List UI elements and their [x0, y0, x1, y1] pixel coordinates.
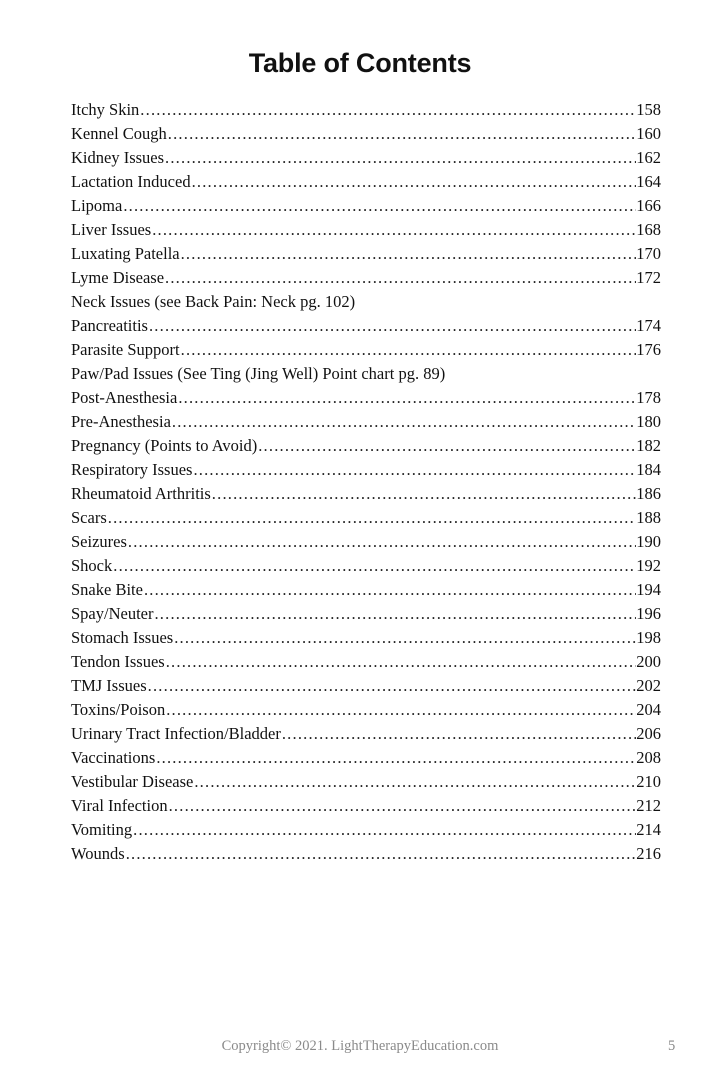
dot-leader: [257, 434, 636, 458]
toc-entry: [71, 794, 661, 818]
toc-entry-label: Seizures: [71, 532, 127, 551]
dot-leader: [193, 770, 636, 794]
toc-entry: [71, 98, 661, 122]
toc-entry-page: 214: [636, 820, 661, 839]
dot-leader: [164, 266, 636, 290]
dot-leader: [164, 146, 636, 170]
toc-entry: [71, 122, 661, 146]
toc-entry: [71, 578, 661, 602]
toc-entry-label: Lyme Disease: [71, 268, 165, 287]
dot-leader: [112, 554, 636, 578]
dot-leader: [155, 746, 636, 770]
toc-entry-page: 200: [636, 652, 661, 671]
dot-leader: [125, 842, 637, 866]
dot-leader: [107, 506, 637, 530]
toc-entry-label: Kidney Issues: [71, 148, 165, 167]
toc-entry-page: 204: [636, 700, 661, 719]
dot-leader: [139, 98, 636, 122]
toc-entry-label: Pregnancy (Points to Avoid): [71, 436, 258, 455]
toc-entry: [71, 530, 661, 554]
toc-entry: [71, 218, 661, 242]
toc-entry: [71, 290, 661, 314]
dot-leader: [171, 410, 636, 434]
dot-leader: [127, 530, 636, 554]
toc-entry-label: Pancreatitis: [71, 316, 148, 335]
toc-entry: [71, 674, 661, 698]
toc-entry: [71, 602, 661, 626]
toc-entry: [71, 170, 661, 194]
toc-entry-page: 188: [636, 508, 661, 527]
toc-entry: [71, 506, 661, 530]
toc-entry-label: Liver Issues: [71, 220, 152, 239]
dot-leader: [180, 338, 637, 362]
toc-entry-page: 190: [636, 532, 661, 551]
toc-entry-page: 186: [636, 484, 661, 503]
dot-leader: [143, 578, 636, 602]
toc-entry: [71, 650, 661, 674]
toc-entry-page: 198: [636, 628, 661, 647]
toc-entry-page: 176: [636, 340, 661, 359]
toc-entry-label: Snake Bite: [71, 580, 143, 599]
toc-entry: [71, 746, 661, 770]
toc-entry-page: 170: [636, 244, 661, 263]
dot-leader: [211, 482, 636, 506]
dot-leader: [281, 722, 636, 746]
toc-entry-label: Itchy Skin: [71, 100, 140, 119]
toc-entry-page: 180: [636, 412, 661, 431]
toc-entry-page: 172: [636, 268, 661, 287]
toc-entry: [71, 698, 661, 722]
toc-entry-label: Lactation Induced: [71, 172, 191, 191]
toc-entry-label: Wounds: [71, 844, 125, 863]
dot-leader: [173, 626, 636, 650]
toc-entry: [71, 410, 661, 434]
toc-entry-page: 208: [636, 748, 661, 767]
toc-entry-page: 164: [636, 172, 661, 191]
toc-entry-label: Spay/Neuter: [71, 604, 154, 623]
toc-entry-page: 202: [636, 676, 661, 695]
page-title: Table of Contents: [248, 48, 472, 78]
dot-leader: [177, 386, 636, 410]
toc-entry: [71, 554, 661, 578]
toc-entry-label: Vaccinations: [71, 748, 156, 767]
toc-entry-label: Scars: [71, 508, 107, 527]
toc-entry: [71, 386, 661, 410]
footer-copyright: Copyright© 2021. LightTherapyEducation.com: [221, 1038, 499, 1054]
toc-entry-label: Rheumatoid Arthritis: [71, 484, 211, 503]
toc-entry-label: Parasite Support: [71, 340, 180, 359]
toc-entry-page: 178: [636, 388, 661, 407]
toc-entry-label: Urinary Tract Infection/Bladder: [71, 724, 281, 743]
dot-leader: [165, 650, 637, 674]
dot-leader: [180, 242, 637, 266]
toc-entry: [71, 434, 661, 458]
dot-leader: [191, 170, 637, 194]
toc-entry: [71, 458, 661, 482]
toc-entry-label: Paw/Pad Issues (See Ting (Jing Well) Point chart pg. 89): [71, 364, 446, 383]
dot-leader: [148, 314, 636, 338]
toc-entry-page: 162: [636, 148, 661, 167]
toc-entry-page: 166: [636, 196, 661, 215]
dot-leader: [151, 218, 636, 242]
toc-entry: [71, 818, 661, 842]
dot-leader: [153, 602, 636, 626]
dot-leader: [147, 674, 637, 698]
toc-entry-page: 192: [636, 556, 661, 575]
toc-entry-label: Luxating Patella: [71, 244, 180, 263]
toc-entry-label: Neck Issues (see Back Pain: Neck pg. 102): [71, 292, 356, 311]
toc-entry-page: 196: [636, 604, 661, 623]
toc-entry-label: Vomiting: [71, 820, 133, 839]
toc-entry-label: TMJ Issues: [71, 676, 147, 695]
toc-entry-page: 206: [636, 724, 661, 743]
toc-entry-label: Pre-Anesthesia: [71, 412, 171, 431]
toc-entry: [71, 338, 661, 362]
toc-entry-label: Kennel Cough: [71, 124, 167, 143]
toc-entry: [71, 194, 661, 218]
toc-entry: [71, 266, 661, 290]
toc-entry-page: 216: [636, 844, 661, 863]
dot-leader: [122, 194, 636, 218]
toc-entry-page: 182: [636, 436, 661, 455]
toc-entry-page: 210: [636, 772, 661, 791]
dot-leader: [167, 122, 636, 146]
toc-entry: [71, 314, 661, 338]
toc-entry-page: 160: [636, 124, 661, 143]
dot-leader: [192, 458, 636, 482]
toc-entry-label: Vestibular Disease: [71, 772, 194, 791]
toc-entry: [71, 242, 661, 266]
toc-entry-page: 174: [636, 316, 661, 335]
toc-entry-label: Viral Infection: [71, 796, 168, 815]
toc-entry-label: Respiratory Issues: [71, 460, 193, 479]
toc-entry: [71, 770, 661, 794]
toc-entry-page: 184: [636, 460, 661, 479]
toc-entry-label: Post-Anesthesia: [71, 388, 178, 407]
toc-entry-label: Tendon Issues: [71, 652, 165, 671]
toc-entry-page: 168: [636, 220, 661, 239]
toc-entry-page: 194: [636, 580, 661, 599]
toc-entry-label: Toxins/Poison: [71, 700, 166, 719]
dot-leader: [132, 818, 636, 842]
dot-leader: [168, 794, 637, 818]
footer-page-number: 5: [668, 1038, 676, 1054]
toc-entry-page: 212: [636, 796, 661, 815]
toc-entry: [71, 146, 661, 170]
toc-entry-page: 158: [636, 100, 661, 119]
dot-leader: [165, 698, 636, 722]
toc-entry: [71, 626, 661, 650]
toc-entry: [71, 722, 661, 746]
toc-list: [71, 98, 661, 866]
toc-entry: [71, 482, 661, 506]
toc-entry-label: Lipoma: [71, 196, 123, 215]
toc-entry-label: Shock: [71, 556, 113, 575]
toc-entry-label: Stomach Issues: [71, 628, 174, 647]
toc-entry: [71, 842, 661, 866]
toc-entry: [71, 362, 661, 386]
